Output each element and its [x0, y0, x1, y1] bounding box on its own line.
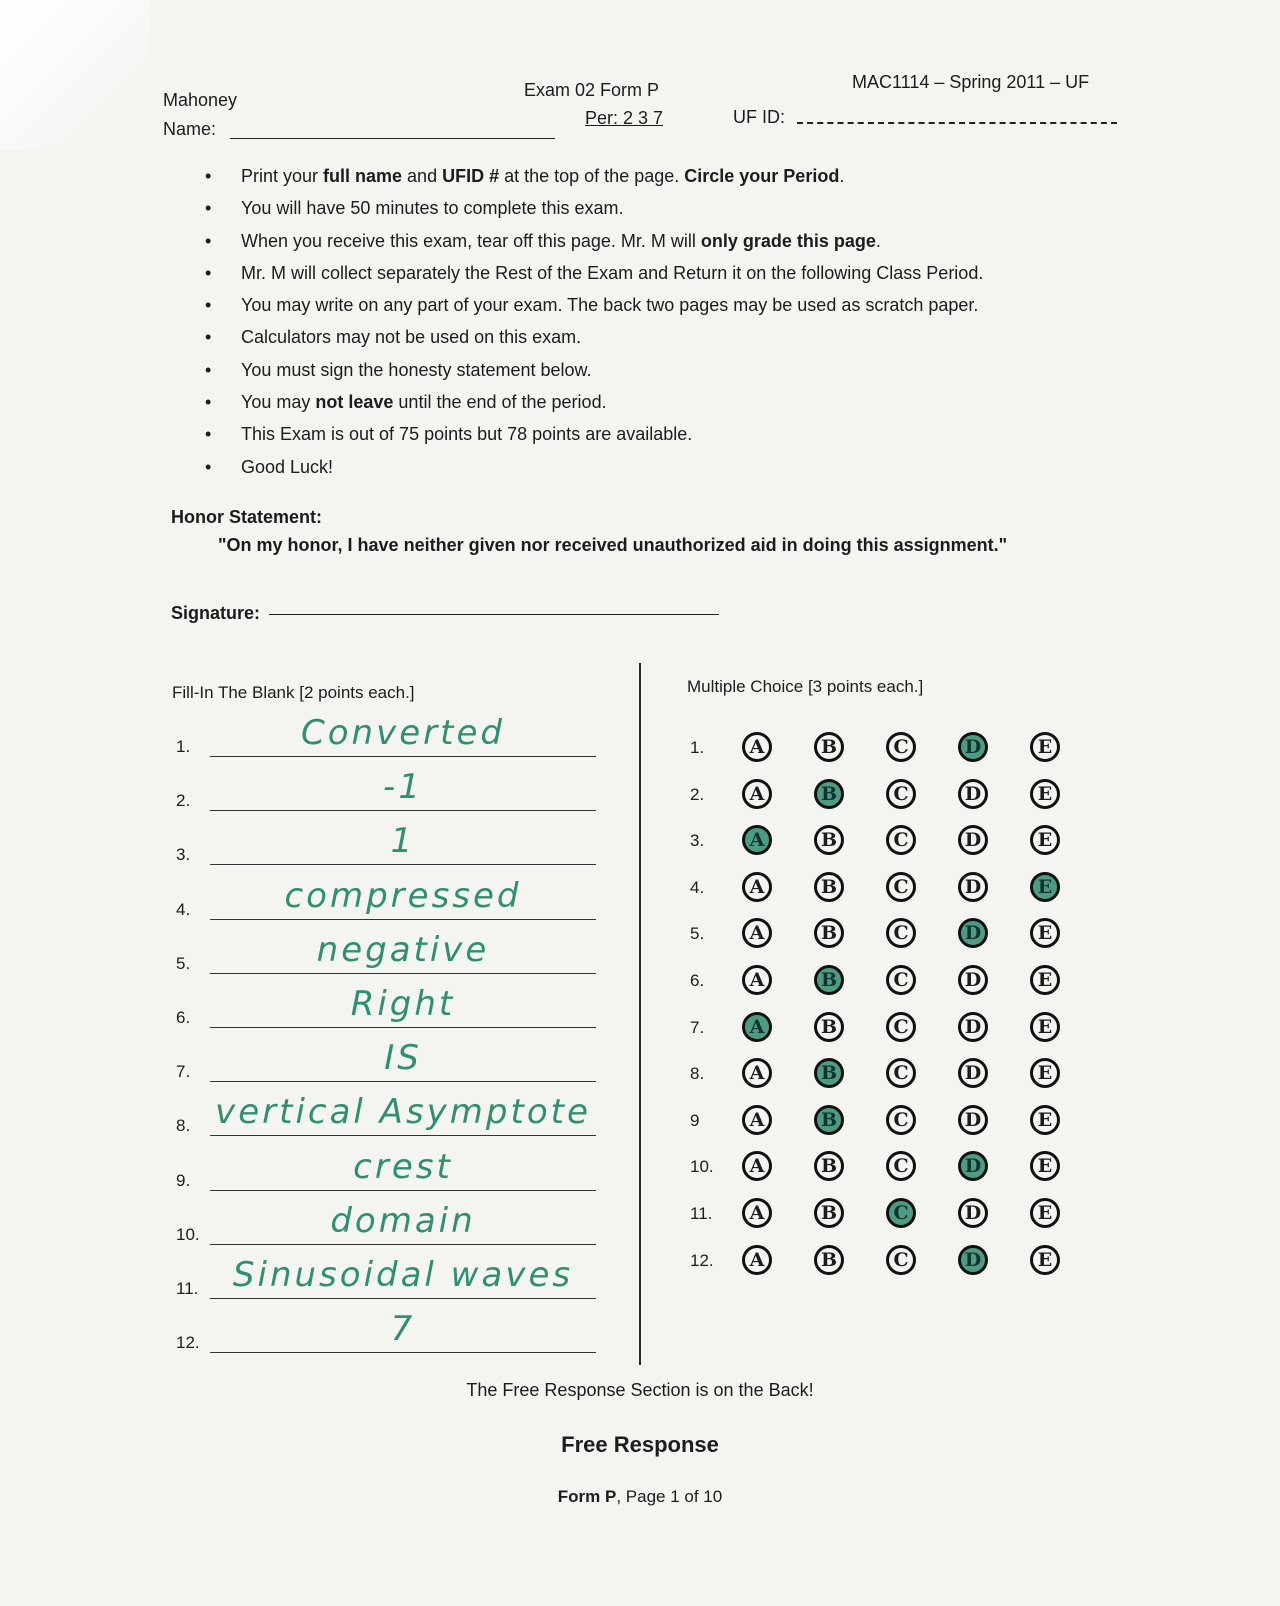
multiple-choice-row — [690, 913, 1090, 959]
handwritten-answer: -1 — [383, 767, 423, 808]
instruction-text: Calculators may not be used on this exam. — [241, 327, 582, 348]
multiple-choice-row — [690, 727, 1090, 773]
answer-bubble-d[interactable]: D — [958, 1245, 988, 1275]
multiple-choice-row — [690, 1007, 1090, 1053]
answer-bubble-a[interactable]: A — [742, 779, 772, 809]
answer-bubble-c[interactable]: C — [886, 1198, 916, 1228]
question-number: 11. — [690, 1204, 713, 1223]
free-response-title: Free Response — [561, 1432, 719, 1457]
instruction-item — [205, 386, 1205, 418]
answer-bubble-a[interactable]: A — [742, 965, 772, 995]
fill-in-row — [176, 703, 596, 757]
handwritten-answer: negative — [316, 929, 490, 970]
fill-in-row — [176, 1299, 596, 1353]
name-field[interactable] — [230, 138, 555, 139]
answer-bubble-d[interactable]: D — [958, 965, 988, 995]
handwritten-answer: compressed — [284, 875, 522, 916]
answer-bubble-b[interactable]: B — [814, 1245, 844, 1275]
handwritten-answer: 1 — [390, 821, 416, 862]
fill-in-row — [176, 757, 596, 811]
ufid-label: UF ID: — [733, 107, 785, 127]
instruction-text: Circle your Period — [684, 166, 840, 186]
answer-bubble-e[interactable]: E — [1030, 1151, 1060, 1181]
multiple-choice-row — [690, 820, 1090, 866]
handwritten-answer: Converted — [301, 713, 505, 753]
instruction-item — [205, 289, 1205, 321]
signature-field[interactable] — [269, 614, 719, 615]
instruction-text: not leave — [315, 392, 394, 413]
handwritten-answer: Right — [350, 984, 456, 1024]
multiple-choice-row — [690, 960, 1090, 1006]
instruction-text: You will have 50 minutes to complete this exam. — [241, 198, 624, 219]
answer-bubble-a[interactable]: A — [742, 1151, 772, 1181]
answer-bubble-c[interactable]: C — [886, 918, 916, 948]
page-label — [0, 1487, 1280, 1507]
fill-in-heading: Fill-In The Blank [2 points each.] — [172, 683, 415, 702]
fill-in-row — [176, 811, 596, 865]
answer-bubble-e[interactable]: E — [1030, 918, 1060, 948]
answer-bubble-d[interactable]: D — [958, 732, 988, 762]
instruction-item — [205, 225, 1205, 257]
multiple-choice-row — [690, 774, 1090, 820]
instruction-item — [205, 418, 1205, 450]
answer-bubble-e[interactable]: E — [1030, 732, 1060, 762]
answer-bubble-c[interactable]: C — [886, 779, 916, 809]
teacher-name: Mahoney — [163, 90, 238, 110]
fill-in-row — [176, 920, 596, 974]
question-number: 12. — [690, 1250, 714, 1270]
instruction-text: at the top of the page. — [499, 166, 685, 186]
question-number: 9. — [176, 1170, 191, 1190]
handwritten-answer: domain — [330, 1200, 476, 1241]
answer-bubble-e[interactable]: E — [1030, 1105, 1060, 1135]
fill-in-row — [176, 1082, 596, 1136]
answer-bubble-d[interactable]: D — [958, 1058, 988, 1088]
instruction-text: You may write on any part of your exam. The back two pages may be used as scratch paper. — [241, 295, 979, 316]
answer-bubble-c[interactable]: C — [886, 1105, 916, 1135]
question-number: 10. — [690, 1157, 714, 1177]
question-number: 3. — [690, 831, 705, 851]
question-number: 6. — [690, 971, 705, 990]
fill-in-row — [176, 1191, 596, 1245]
answer-bubble-b[interactable]: B — [814, 872, 844, 902]
instruction-text: UFID # — [442, 166, 500, 186]
instruction-text: This Exam is out of 75 points but 78 points are available. — [241, 424, 693, 445]
multiple-choice-row — [690, 1100, 1090, 1146]
instruction-text: only grade this page — [700, 230, 876, 251]
instructions-list — [205, 160, 1205, 483]
answer-bubble-d[interactable]: D — [958, 1198, 988, 1228]
instruction-text: Good Luck! — [241, 456, 334, 477]
answer-bubble-d[interactable]: D — [958, 872, 988, 902]
question-number: 6. — [176, 1008, 191, 1027]
answer-bubble-b[interactable]: B — [814, 1012, 844, 1042]
question-number: 5. — [690, 924, 705, 944]
instruction-text: You may — [241, 392, 316, 413]
instruction-text: When you receive this exam, tear off this page. Mr. M will — [241, 230, 701, 251]
answer-bubble-c[interactable]: C — [886, 1245, 916, 1275]
answer-bubble-b[interactable]: B — [814, 918, 844, 948]
instruction-text: Print your — [241, 166, 324, 186]
instruction-text: until the end of the period. — [393, 392, 607, 413]
name-label: Name: — [163, 119, 217, 139]
question-number: 10. — [176, 1224, 200, 1244]
handwritten-answer: 7 — [390, 1309, 416, 1350]
answer-bubble-b[interactable]: B — [814, 1151, 844, 1181]
answer-bubble-e[interactable]: E — [1030, 965, 1060, 995]
question-number: 11. — [176, 1279, 199, 1298]
answer-bubble-d[interactable]: D — [958, 825, 988, 855]
question-number: 2. — [690, 784, 705, 804]
answer-bubble-c[interactable]: C — [886, 1151, 916, 1181]
instruction-item — [205, 354, 1205, 386]
multiple-choice-heading: Multiple Choice [3 points each.] — [687, 677, 924, 696]
answer-bubble-c[interactable]: C — [886, 732, 916, 762]
answer-bubble-e[interactable]: E — [1030, 1245, 1060, 1275]
answer-bubble-a[interactable]: A — [742, 918, 772, 948]
answer-bubble-e[interactable]: E — [1030, 1058, 1060, 1088]
answer-bubble-b[interactable]: B — [814, 965, 844, 995]
answer-bubble-b[interactable]: B — [814, 825, 844, 855]
answer-bubble-a[interactable]: A — [742, 1245, 772, 1275]
handwritten-answer: vertical Asymptote — [215, 1092, 591, 1133]
folded-corner — [0, 0, 150, 150]
fill-in-row — [176, 1245, 596, 1299]
question-number: 8. — [690, 1064, 705, 1084]
instruction-item — [205, 160, 1205, 192]
question-number: 9 — [690, 1110, 700, 1130]
question-number: 1. — [690, 738, 705, 757]
question-number: 12. — [176, 1333, 200, 1353]
answer-bubble-c[interactable]: C — [886, 825, 916, 855]
answer-bubble-d[interactable]: D — [958, 779, 988, 809]
page-label-page: , Page 1 of 10 — [616, 1487, 723, 1506]
instruction-text: . — [875, 230, 881, 251]
fill-in-row — [176, 1028, 596, 1082]
multiple-choice-row — [690, 1053, 1090, 1099]
question-number: 1. — [176, 737, 191, 756]
question-number: 4. — [176, 899, 191, 919]
multiple-choice-row — [690, 1193, 1090, 1239]
period-selector[interactable]: Per: 2 3 7 — [585, 108, 664, 128]
question-number: 8. — [176, 1116, 191, 1136]
fill-in-row — [176, 974, 596, 1028]
instruction-item — [205, 451, 1205, 483]
signature-label: Signature: — [171, 603, 261, 623]
page-label-form: Form P — [557, 1487, 617, 1506]
answer-bubble-b[interactable]: B — [814, 1198, 844, 1228]
question-number: 7. — [690, 1017, 705, 1037]
handwritten-answer: crest — [353, 1146, 453, 1187]
answer-bubble-c[interactable]: C — [886, 1058, 916, 1088]
question-number: 7. — [176, 1062, 191, 1082]
handwritten-answer: Sinusoidal waves — [232, 1255, 574, 1295]
handwritten-answer: IS — [384, 1038, 422, 1079]
answer-bubble-e[interactable]: E — [1030, 779, 1060, 809]
answer-line[interactable] — [210, 1352, 596, 1353]
question-number: 2. — [176, 791, 191, 811]
answer-bubble-c[interactable]: C — [886, 965, 916, 995]
instruction-text: You must sign the honesty statement below. — [241, 359, 592, 380]
column-divider — [639, 663, 641, 1365]
answer-bubble-b[interactable]: B — [814, 1058, 844, 1088]
instruction-item — [205, 321, 1205, 353]
ufid-field[interactable] — [797, 122, 1117, 124]
multiple-choice-row — [690, 867, 1090, 913]
answer-bubble-c[interactable]: C — [886, 1012, 916, 1042]
answer-bubble-b[interactable]: B — [814, 1105, 844, 1135]
answer-bubble-a[interactable]: A — [742, 1105, 772, 1135]
answer-bubble-d[interactable]: D — [958, 918, 988, 948]
fill-in-row — [176, 1137, 596, 1191]
answer-bubble-a[interactable]: A — [742, 1012, 772, 1042]
instruction-text: . — [839, 166, 845, 186]
answer-bubble-d[interactable]: D — [958, 1012, 988, 1042]
course-title: MAC1114 – Spring 2011 – UF — [852, 72, 1090, 92]
honor-title: Honor Statement: — [171, 507, 323, 527]
fill-in-row — [176, 866, 596, 920]
answer-bubble-d[interactable]: D — [958, 1151, 988, 1181]
answer-bubble-a[interactable]: A — [742, 1058, 772, 1088]
answer-bubble-c[interactable]: C — [886, 872, 916, 902]
question-number: 5. — [176, 953, 191, 973]
answer-bubble-e[interactable]: E — [1030, 1012, 1060, 1042]
question-number: 4. — [690, 877, 705, 897]
answer-bubble-e[interactable]: E — [1030, 872, 1060, 902]
answer-bubble-b[interactable]: B — [814, 779, 844, 809]
instruction-item — [205, 257, 1205, 289]
answer-bubble-d[interactable]: D — [958, 1105, 988, 1135]
answer-bubble-e[interactable]: E — [1030, 825, 1060, 855]
instruction-item — [205, 192, 1205, 224]
exam-title: Exam 02 Form P — [524, 80, 660, 100]
answer-bubble-a[interactable]: A — [742, 825, 772, 855]
answer-bubble-a[interactable]: A — [742, 732, 772, 762]
multiple-choice-row — [690, 1146, 1090, 1192]
instruction-text: full name — [323, 166, 403, 186]
honor-statement: "On my honor, I have neither given nor received unauthorized aid in doing this assignment." — [218, 535, 1008, 555]
answer-bubble-a[interactable]: A — [742, 872, 772, 902]
multiple-choice-row — [690, 1240, 1090, 1286]
question-number: 3. — [176, 845, 191, 865]
answer-bubble-a[interactable]: A — [742, 1198, 772, 1228]
free-response-note: The Free Response Section is on the Back! — [466, 1380, 814, 1400]
answer-bubble-b[interactable]: B — [814, 732, 844, 762]
instruction-text: Mr. M will collect separately the Rest of the Exam and Return it on the following Class Period. — [241, 262, 984, 283]
instruction-text: and — [402, 166, 443, 186]
answer-bubble-e[interactable]: E — [1030, 1198, 1060, 1228]
